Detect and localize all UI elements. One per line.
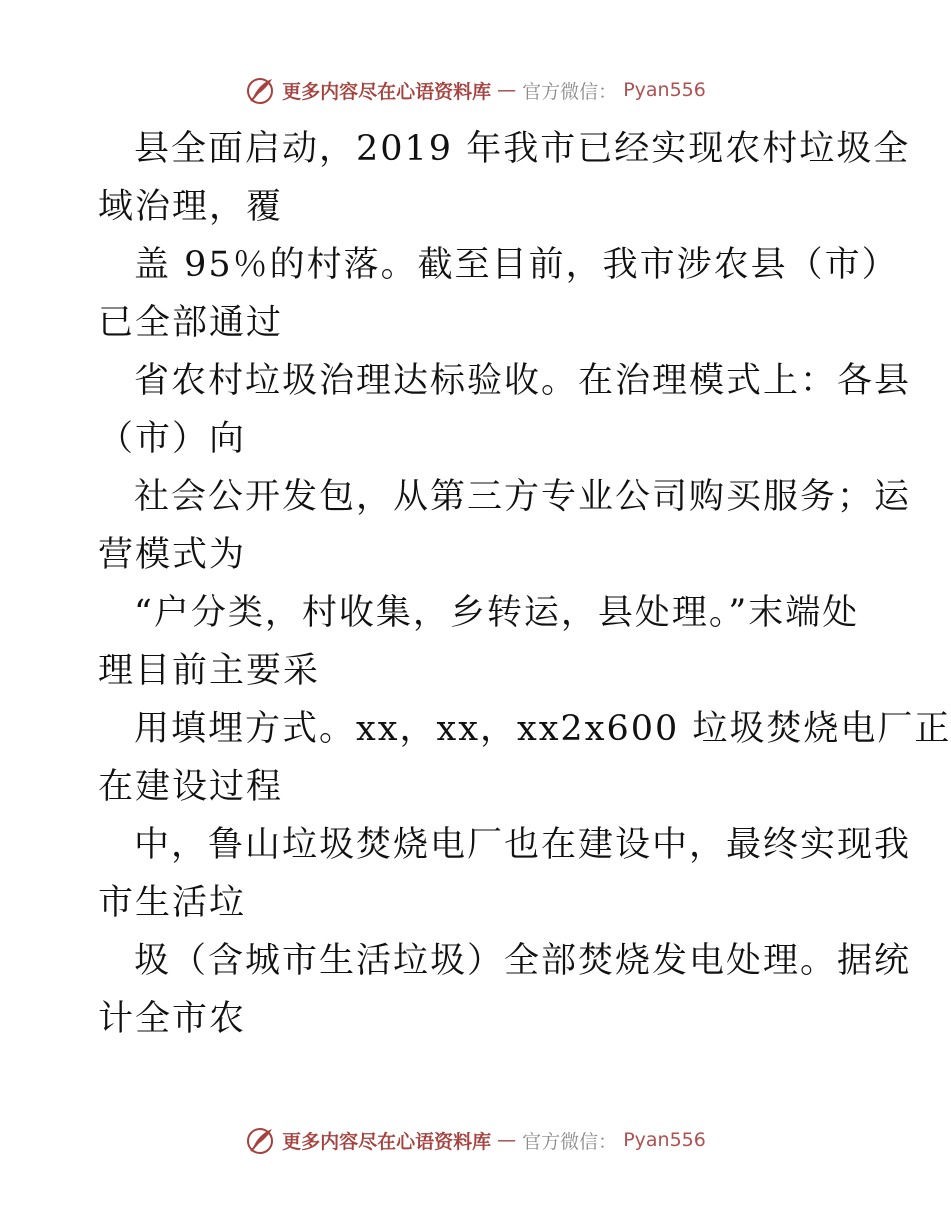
text-line: （市）向	[98, 419, 247, 459]
watermark-wechat-label: 官方微信：	[522, 80, 618, 103]
header-watermark	[0, 74, 950, 106]
text-line: 圾（含城市生活垃圾）全部焚烧发电处理。据统	[134, 941, 912, 981]
text-line: 市生活垃	[98, 883, 247, 923]
text-line: 已全部通过	[98, 303, 284, 343]
watermark-dash: —	[497, 79, 517, 101]
text-line: 理目前主要采	[98, 651, 321, 691]
text-line: 域治理，覆	[98, 187, 284, 227]
watermark-title: 更多内容尽在心语资料库	[282, 1130, 492, 1153]
document-body	[98, 120, 951, 1048]
watermark-title: 更多内容尽在心语资料库	[282, 80, 492, 103]
watermark-wechat-id: Pyan556	[623, 79, 706, 101]
watermark-dash: —	[497, 1129, 517, 1151]
text-line: 中，鲁山垃圾焚烧电厂也在建设中，最终实现我	[134, 825, 912, 865]
text-line: 在建设过程	[98, 767, 284, 807]
text-line: 社会公开发包，从第三方专业公司购买服务；运	[134, 477, 912, 517]
text-line: 县全面启动，2019 年我市已经实现农村垃圾全	[134, 129, 911, 169]
watermark-wechat-label: 官方微信：	[522, 1130, 618, 1153]
text-line: 盖 95％的村落。截至目前，我市涉农县（市）	[134, 245, 899, 285]
watermark-wechat-id: Pyan556	[623, 1129, 706, 1151]
text-line: 省农村垃圾治理达标验收。在治理模式上：各县	[134, 361, 912, 401]
footer-watermark	[0, 1124, 950, 1156]
text-line: 营模式为	[98, 535, 247, 575]
feather-logo-icon	[244, 1124, 276, 1156]
text-line: 计全市农	[98, 999, 247, 1039]
text-line: “户分类，村收集，乡转运，县处理。”末端处	[134, 593, 860, 633]
feather-logo-icon	[244, 74, 276, 106]
text-line: 用填埋方式。xx，xx，xx2x600 垃圾焚烧电厂正	[134, 709, 951, 749]
